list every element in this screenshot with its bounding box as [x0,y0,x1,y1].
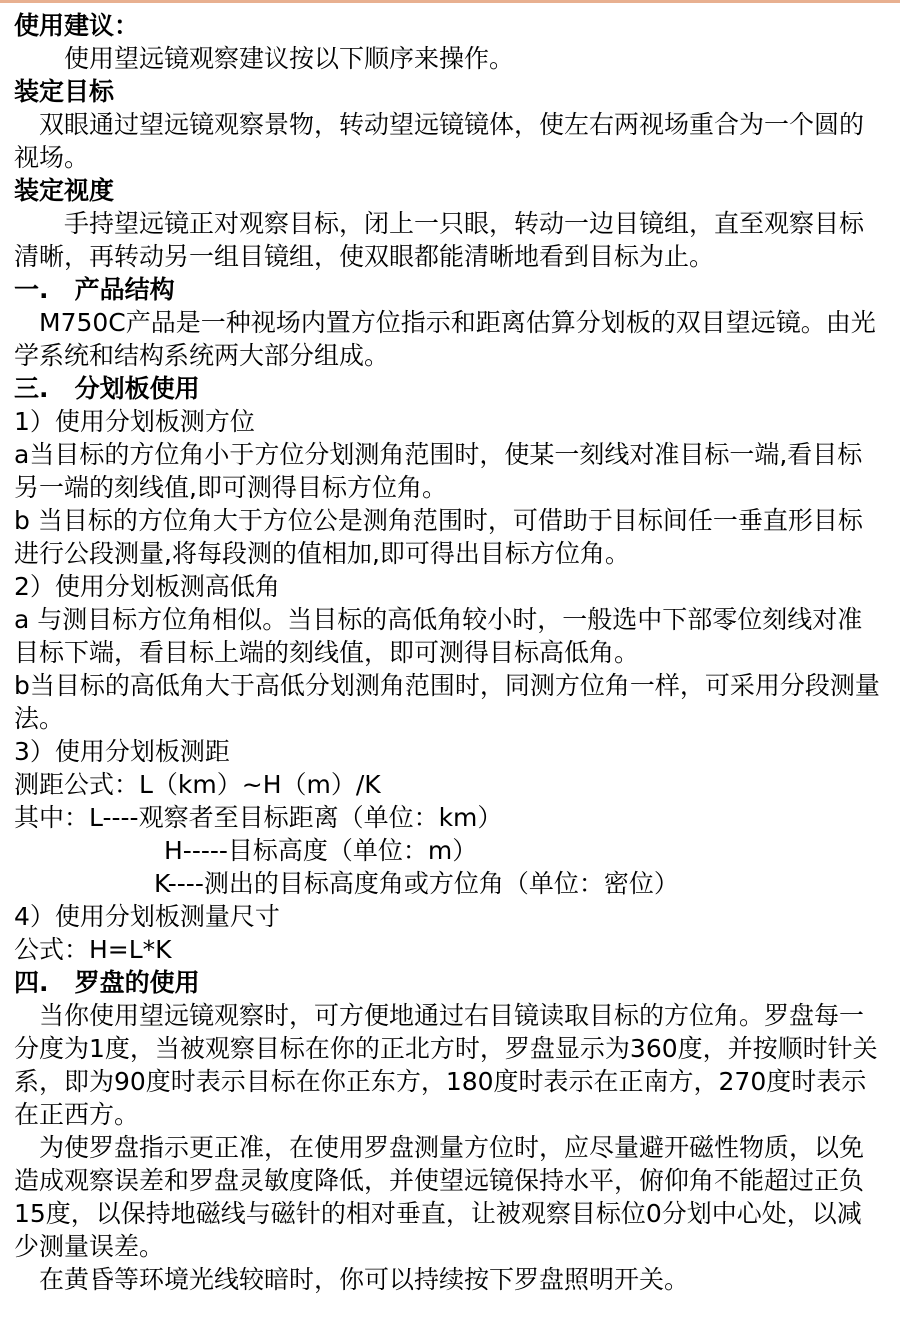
reticle-4-title: 4）使用分划板测量尺寸 [14,902,280,931]
heading-compass: 四. 罗盘的使用 [14,968,200,997]
heading-suggestion: 使用建议： [14,11,140,40]
document-body [0,3,900,1296]
formula-where-K: K----测出的目标高度角或方位角（单位：密位） [154,869,679,898]
formula-where-H: H-----目标高度（单位：m） [164,836,478,865]
reticle-2-title: 2）使用分划板测高低角 [14,572,280,601]
formula-where-L: 其中：L----观察者至目标距离（单位：km） [14,803,503,832]
paragraph-target: 双眼通过望远镜观察景物，转动望远镜镜体，使左右两视场重合为一个圆的视场。 [14,110,865,172]
reticle-1-a: a当目标的方位角小于方位分划测角范围时，使某一刻线对准目标一端,看目标另一端的刻线值,即可测得目标方位角。 [14,440,863,502]
size-formula: 公式：H=L*K [14,935,172,964]
heading-reticle: 三. 分划板使用 [14,374,200,403]
paragraph-compass-3: 在黄昏等环境光线较暗时，你可以持续按下罗盘照明开关。 [39,1265,690,1294]
reticle-2-b: b当目标的高低角大于高低分划测角范围时，同测方位角一样，可采用分段测量法。 [14,671,880,733]
reticle-2-a: a 与测目标方位角相似。当目标的高低角较小时，一般选中下部零位刻线对准目标下端，看目标上端的刻线值，即可测得目标高低角。 [14,605,863,667]
paragraph-compass-2: 为使罗盘指示更正准，在使用罗盘测量方位时，应尽量避开磁性物质，以免造成观察误差和罗盘灵敏度降低，并使望远镜保持水平，俯仰角不能超过正负15度，以保持地磁线与磁针的相对垂直，让被观察目标位0分划中心处，以减少测量误差。 [14,1133,865,1261]
reticle-1-b: b 当目标的方位角大于方位公是测角范围时，可借助于目标间任一垂直形目标进行公段测量,将每段测的值相加,即可得出目标方位角。 [14,506,863,568]
paragraph-structure: M750C产品是一种视场内置方位指示和距离估算分划板的双目望远镜。由光学系统和结构系统两大部分组成。 [14,308,876,370]
heading-target: 装定目标 [14,77,115,106]
reticle-1-title: 1）使用分划板测方位 [14,407,255,436]
paragraph-diopter: 手持望远镜正对观察目标，闭上一只眼，转动一边目镜组，直至观察目标清晰，再转动另一组目镜组，使双眼都能清晰地看到目标为止。 [14,209,865,271]
reticle-3-title: 3）使用分划板测距 [14,737,230,766]
heading-diopter: 装定视度 [14,176,115,205]
range-formula: 测距公式：L（km）~H（m）/K [14,770,381,799]
paragraph-compass-1: 当你使用望远镜观察时，可方便地通过右目镜读取目标的方位角。罗盘每一分度为1度，当被观察目标在你的正北方时，罗盘显示为360度，并按顺时针关系，即为90度时表示目标在你正东方，180度时表示在正南方，270度时表示在正西方。 [14,1001,878,1129]
paragraph-suggestion: 使用望远镜观察建议按以下顺序来操作。 [64,44,515,73]
heading-structure: 一. 产品结构 [14,275,175,304]
